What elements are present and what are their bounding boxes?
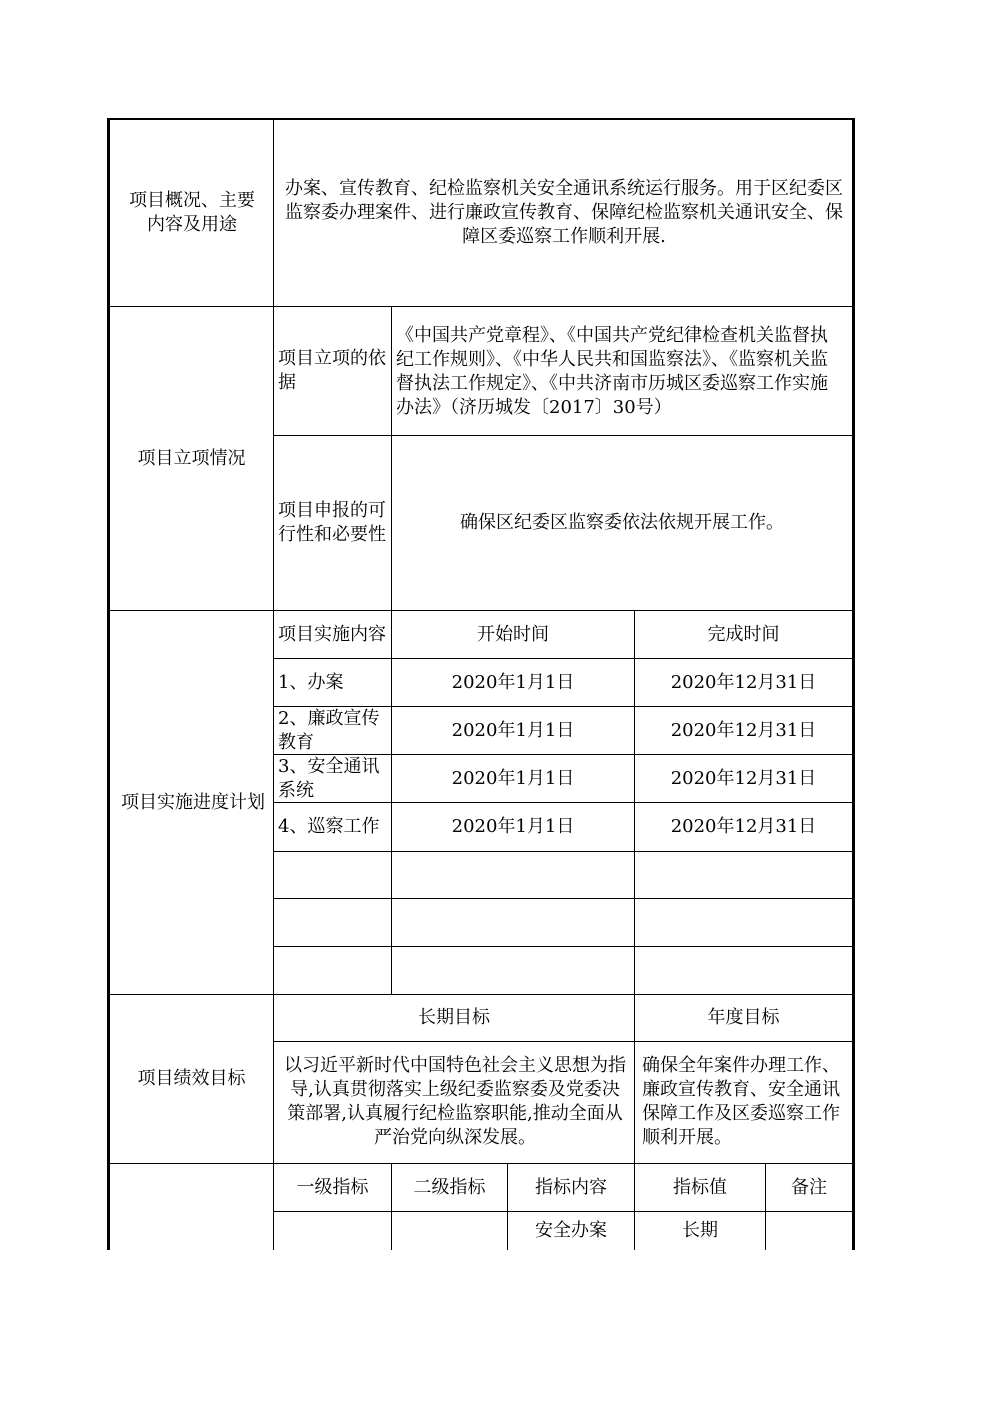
basis-label: 项目立项的依据 (278, 348, 386, 393)
overview-label: 项目概况、主要内容及用途 (129, 190, 255, 235)
schedule-row-item: 2、廉政宣传教育 (278, 707, 380, 753)
feasibility-label: 项目申报的可行性和必要性 (278, 500, 386, 545)
schedule-row-end: 2020年12月31日 (670, 767, 817, 789)
table-border (273, 1041, 854, 1042)
feasibility-text: 确保区纪委区监察委依法依规开展工作。 (460, 512, 784, 533)
table-border (273, 898, 854, 899)
table-border (273, 851, 854, 852)
schedule-header-end: 完成时间 (707, 623, 780, 645)
annual-goal-header: 年度目标 (707, 1007, 780, 1028)
schedule-row-end: 2020年12月31日 (670, 719, 817, 741)
approval-label: 项目立项情况 (137, 447, 246, 469)
performance-label: 项目绩效目标 (137, 1068, 246, 1089)
schedule-row-start: 2020年1月1日 (451, 767, 575, 789)
indicator-header-level2: 二级指标 (413, 1176, 486, 1198)
schedule-row-item: 3、安全通讯系统 (278, 755, 380, 801)
table-border (273, 946, 854, 947)
indicator-header-content: 指标内容 (535, 1176, 607, 1198)
indicator-header-remark: 备注 (791, 1176, 827, 1198)
schedule-header-item: 项目实施内容 (278, 623, 386, 645)
indicator-row-content: 安全办案 (535, 1220, 607, 1241)
schedule-label: 项目实施进度计划 (121, 791, 265, 813)
table-border (852, 118, 855, 1250)
basis-text: 《中国共产党章程》、《中国共产党纪律检查机关监督执纪工作规则》、《中华人民共和国监察法》、《监察机关监督执法工作规定》、《中共济南市历城区委巡察工作实施办法》（济历城发〔2017〕30号） (396, 325, 828, 418)
schedule-row-start: 2020年1月1日 (451, 816, 575, 837)
indicator-header-level1: 一级指标 (296, 1176, 369, 1198)
schedule-row-end: 2020年12月31日 (670, 816, 817, 837)
schedule-row-item: 1、办案 (278, 671, 344, 693)
long-term-goal-header: 长期目标 (418, 1007, 490, 1028)
schedule-row-start: 2020年1月1日 (451, 719, 575, 741)
table-border (273, 118, 274, 1250)
schedule-header-start: 开始时间 (477, 623, 549, 645)
long-term-goal-text: 以习近平新时代中国特色社会主义思想为指导,认真贯彻落实上级纪委监察委及党委决策部署,认真履行纪检监察职能,推动全面从严治党向纵深发展。 (284, 1055, 626, 1148)
schedule-row-item: 4、巡察工作 (278, 816, 380, 837)
annual-goal-text: 确保全年案件办理工作、廉政宣传教育、安全通讯保障工作及区委巡察工作顺利开展。 (642, 1055, 840, 1148)
indicator-header-value: 指标值 (673, 1176, 727, 1198)
overview-content: 办案、宣传教育、纪检监察机关安全通讯系统运行服务。用于区纪委区监察委办理案件、进行廉政宣传教育、保障纪检监察机关通讯安全、保障区委巡察工作顺利开展. (285, 178, 843, 247)
schedule-row-end: 2020年12月31日 (670, 671, 817, 693)
indicator-row-value: 长期 (682, 1220, 718, 1241)
schedule-row-start: 2020年1月1日 (451, 671, 575, 693)
